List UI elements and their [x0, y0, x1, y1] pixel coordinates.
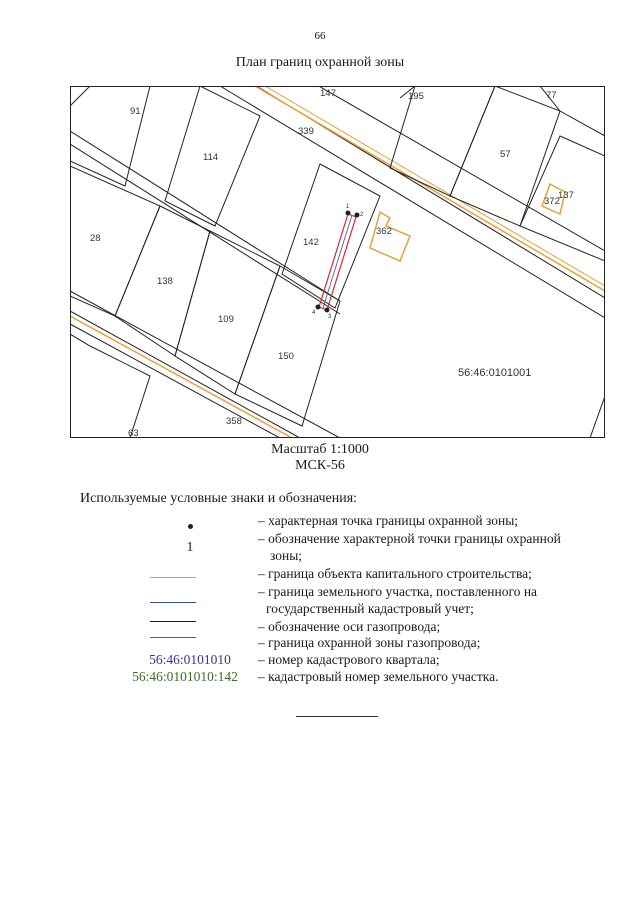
cadastral-map [70, 86, 605, 438]
map-label: 137 [558, 190, 574, 201]
road-edge [70, 291, 340, 438]
parcel-edge [590, 396, 605, 438]
gas-pipeline-axis [323, 215, 352, 308]
parcel [175, 231, 280, 394]
parcel-labels [90, 88, 574, 438]
boundary-point [355, 213, 359, 217]
point-label: 2 [360, 212, 364, 218]
scale-block [0, 442, 640, 474]
scale-label: Масштаб 1:1000 [271, 442, 369, 457]
point-symbol [120, 516, 260, 533]
map-label: 142 [303, 237, 319, 248]
legend-text: зоны; [270, 548, 303, 563]
parcel [70, 166, 160, 316]
point-number-symbol: 1 [186, 539, 194, 554]
quarter-code-symbol: 56:46:0101010 [149, 652, 231, 667]
boundary-point [316, 305, 320, 309]
point-label: 3 [328, 314, 332, 320]
map-label: 339 [298, 126, 314, 137]
building-line-symbol [150, 577, 196, 578]
map-label: 109 [218, 314, 234, 325]
map-label: 57 [500, 149, 511, 160]
map-label: 138 [157, 276, 173, 287]
point-label: 4 [312, 310, 316, 316]
map-label: 195 [408, 91, 424, 102]
coordinate-system: МСК-56 [295, 458, 345, 473]
road-edge [240, 86, 605, 298]
map-label: 147 [320, 88, 336, 99]
point-label: 1 [346, 204, 350, 210]
building-boundary [255, 86, 605, 291]
parcel [70, 334, 150, 438]
legend-heading: Используемые условные знаки и обозначения: [80, 491, 358, 506]
page-number: 66 [314, 30, 326, 42]
legend-text: – номер кадастрового квартала; [258, 652, 440, 667]
parcel [390, 86, 495, 196]
zone-line-symbol [150, 637, 196, 638]
legend-text: – обозначение оси газопровода; [258, 619, 441, 634]
legend-text: государственный кадастровый учет; [266, 601, 474, 616]
map-label: 114 [203, 152, 219, 163]
map-label: 362 [376, 226, 392, 237]
boundary-point [325, 308, 329, 312]
road-edge [310, 86, 605, 251]
legend-text: – граница охранной зоны газопровода; [258, 635, 481, 650]
legend-text: – характерная точка границы охранной зоны; [258, 513, 519, 528]
closing-rule [296, 716, 378, 717]
axis-line-symbol [150, 621, 196, 622]
cadastral-quarter-label: 56:46:0101001 [458, 367, 532, 379]
map-label: 372 [544, 196, 560, 207]
map-label: 63 [128, 428, 139, 438]
legend-text: – обозначение характерной точки границы охранной [258, 531, 561, 546]
map-label: 91 [130, 106, 141, 117]
map-label: 28 [90, 233, 101, 244]
map-label: 77 [546, 90, 557, 101]
legend-text: – граница объекта капитального строительства; [258, 566, 532, 581]
parcel-line-symbol [150, 602, 196, 603]
boundary-point [346, 211, 350, 215]
page-title: План границ охранной зоны [235, 55, 405, 70]
road-edge [70, 324, 280, 438]
legend-text: – кадастровый номер земельного участка. [258, 669, 499, 684]
road-edge [70, 311, 300, 438]
map-label: 150 [278, 351, 294, 362]
parcel-code-symbol: 56:46:0101010:142 [132, 669, 238, 684]
legend-text: – граница земельного участка, поставленного на [258, 584, 538, 599]
map-label: 358 [226, 416, 242, 427]
